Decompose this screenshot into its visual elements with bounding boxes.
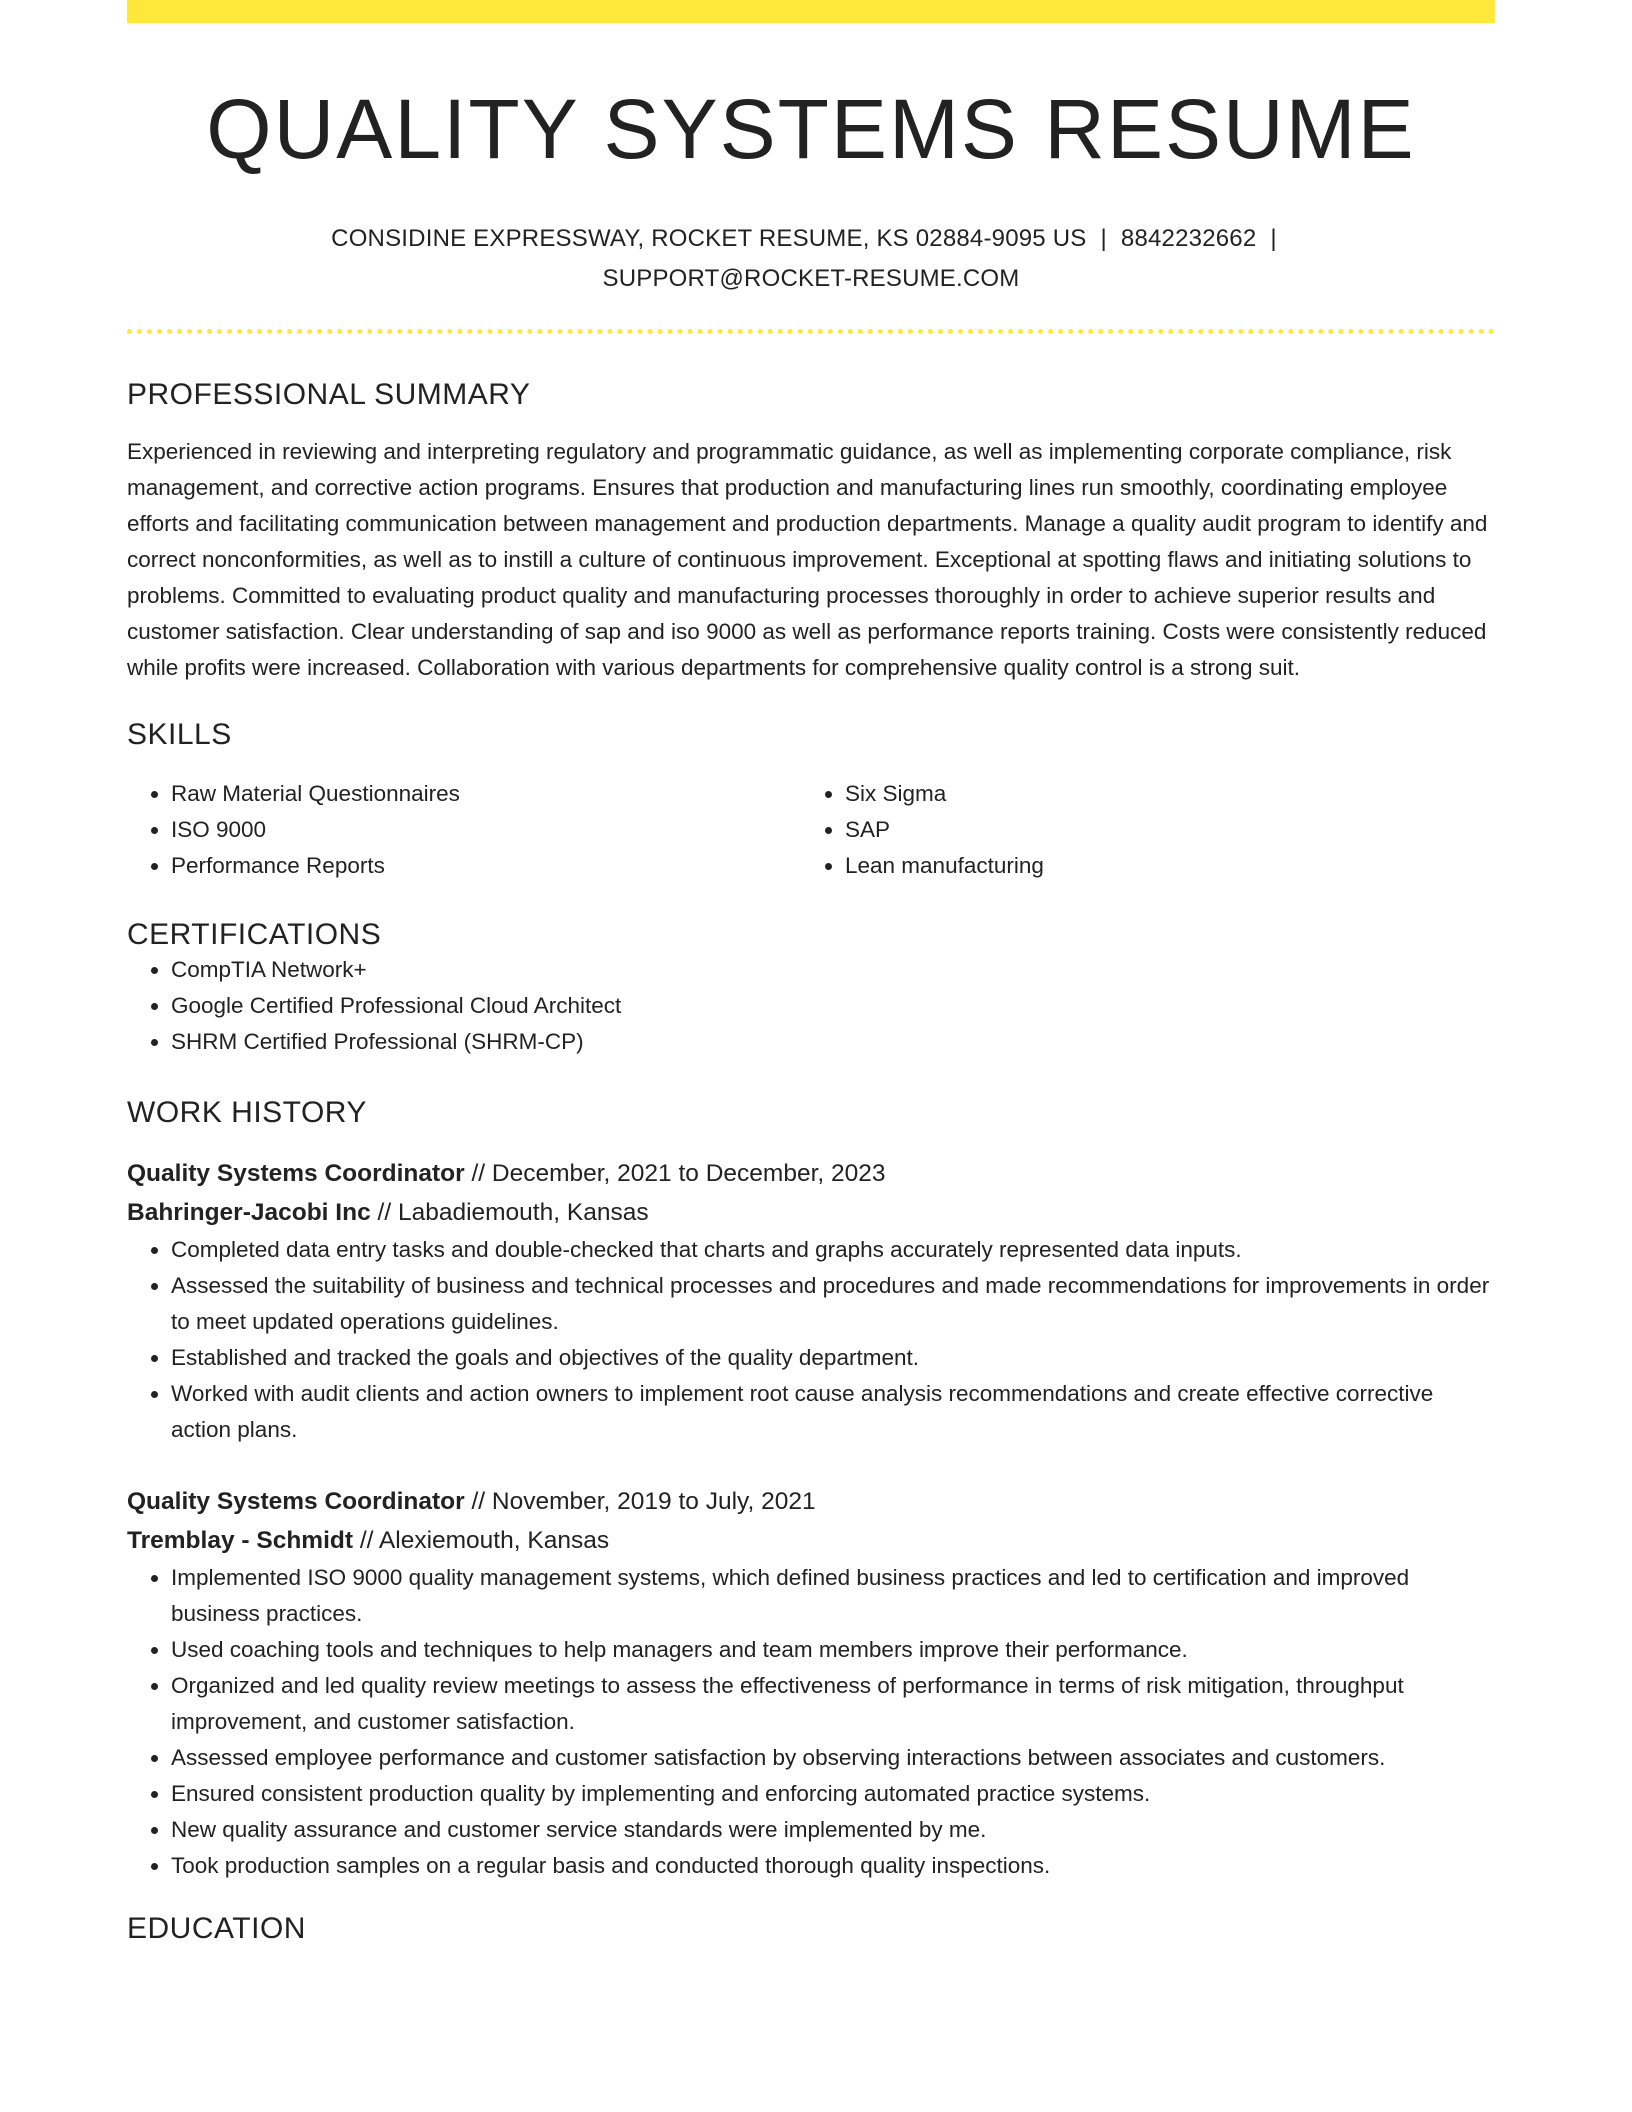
contact-separator: | (1100, 225, 1107, 253)
resume-page (127, 0, 1495, 1946)
job-title-line (127, 1482, 1495, 1521)
job-company: Tremblay - Schmidt (127, 1527, 354, 1555)
job-dates: November, 2019 to July, 2021 (491, 1488, 816, 1516)
job-bullet: • New quality assurance and customer service standards were implemented by me. (171, 1812, 1495, 1848)
job-entry (127, 1482, 1495, 1884)
contact-email[interactable]: SUPPORT@ROCKET-RESUME.COM (602, 265, 1020, 293)
skill-item: • Six Sigma (845, 776, 1475, 812)
job-bullet: • Completed data entry tasks and double-checked that charts and graphs accurately represented data inputs. (171, 1232, 1495, 1268)
skills-heading: SKILLS (127, 718, 232, 752)
dotted-divider (127, 329, 1495, 334)
certification-item: • Google Certified Professional Cloud Architect (171, 988, 1495, 1024)
job-title-line (127, 1154, 1495, 1193)
skills-column-left (127, 776, 801, 884)
skills-list (127, 776, 1495, 884)
skill-item: • SAP (845, 812, 1475, 848)
work-history-heading: WORK HISTORY (127, 1096, 367, 1130)
skill-item: • Raw Material Questionnaires (171, 776, 801, 812)
job-separator: // (471, 1488, 486, 1516)
job-bullets (127, 1232, 1495, 1448)
education-heading: EDUCATION (127, 1912, 306, 1946)
job-bullet: • Took production samples on a regular basis and conducted thorough quality inspections. (171, 1848, 1495, 1884)
job-bullet: • Worked with audit clients and action owners to implement root cause analysis recommendations and create effective corrective action plans. (171, 1376, 1495, 1448)
job-bullet: • Established and tracked the goals and objectives of the quality department. (171, 1340, 1495, 1376)
job-title: Quality Systems Coordinator (127, 1488, 465, 1516)
job-bullet: • Ensured consistent production quality by implementing and enforcing automated practice systems. (171, 1776, 1495, 1812)
certifications-list (127, 952, 1495, 1060)
summary-text: Experienced in reviewing and interpreting regulatory and programmatic guidance, as well as implementing corporate compliance, risk management, and corrective action programs. Ensures that production and manufacturing lines run smoothly, coordinating employee efforts and facilitating communication between management and production departments. Manage a quality audit program to identify and correct nonconformities, as well as to instill a culture of continuous improvement. Exceptional at spotting flaws and initiating solutions to problems. Committed to evaluating product quality and manufacturing processes thoroughly in order to achieve superior results and customer satisfaction. Clear understanding of sap and iso 9000 as well as performance reports training. Costs were consistently reduced while profits were increased. Collaboration with various departments for comprehensive quality control is a strong suit. (127, 439, 1488, 681)
job-separator: // (471, 1160, 486, 1188)
job-company: Bahringer-Jacobi Inc (127, 1199, 371, 1227)
job-entry (127, 1154, 1495, 1448)
job-separator: // (377, 1199, 392, 1227)
contact-info (301, 219, 1321, 299)
job-dates: December, 2021 to December, 2023 (491, 1160, 886, 1188)
top-accent-bar (127, 0, 1495, 23)
certifications-heading: CERTIFICATIONS (127, 918, 382, 952)
summary-heading: PROFESSIONAL SUMMARY (127, 378, 531, 412)
skill-item: • Performance Reports (171, 848, 801, 884)
job-bullet: • Used coaching tools and techniques to help managers and team members improve their performance. (171, 1632, 1495, 1668)
job-bullet: • Assessed the suitability of business and technical processes and procedures and made recommendations for improvements in order to meet updated operations guidelines. (171, 1268, 1495, 1340)
certification-item: • SHRM Certified Professional (SHRM-CP) (171, 1024, 1495, 1060)
resume-title: QUALITY SYSTEMS RESUME (206, 82, 1416, 176)
skill-item: • ISO 9000 (171, 812, 801, 848)
job-bullet: • Assessed employee performance and customer satisfaction by observing interactions between associates and customers. (171, 1740, 1495, 1776)
contact-phone: 8842232662 (1120, 225, 1257, 253)
job-company-line (127, 1193, 1495, 1232)
job-separator: // (359, 1527, 374, 1555)
skill-item: • Lean manufacturing (845, 848, 1475, 884)
job-location: Alexiemouth, Kansas (378, 1527, 610, 1555)
job-location: Labadiemouth, Kansas (397, 1199, 649, 1227)
certification-item: • CompTIA Network+ (171, 952, 1495, 988)
contact-separator: | (1270, 225, 1277, 253)
job-bullets (127, 1560, 1495, 1884)
job-title: Quality Systems Coordinator (127, 1160, 465, 1188)
job-bullet: • Implemented ISO 9000 quality management systems, which defined business practices and led to certification and improved business practices. (171, 1560, 1495, 1632)
skills-column-right (801, 776, 1475, 884)
job-company-line (127, 1521, 1495, 1560)
contact-address: CONSIDINE EXPRESSWAY, ROCKET RESUME, KS 02884-9095 US (331, 225, 1087, 253)
job-bullet: • Organized and led quality review meetings to assess the effectiveness of performance in terms of risk mitigation, throughput improvement, and customer satisfaction. (171, 1668, 1495, 1740)
